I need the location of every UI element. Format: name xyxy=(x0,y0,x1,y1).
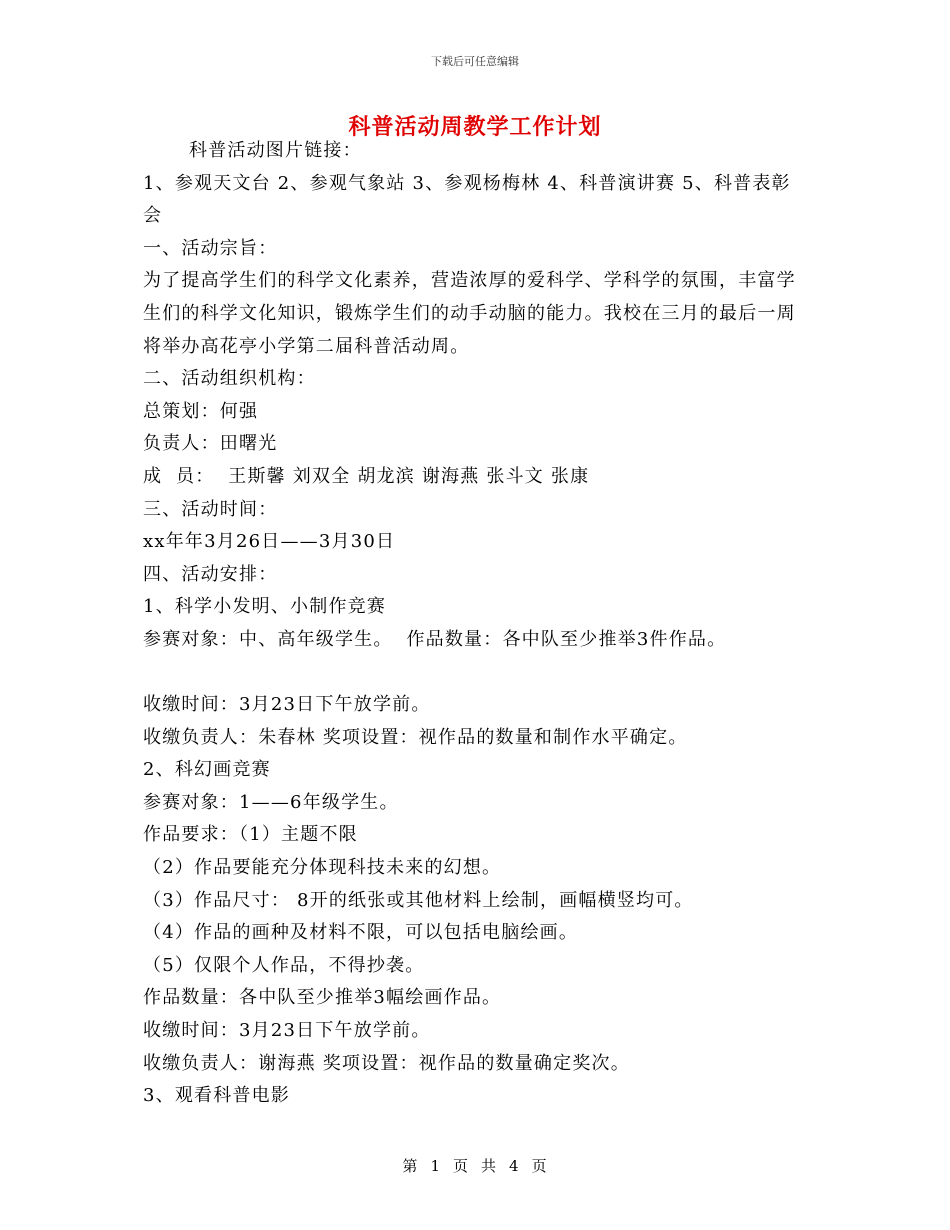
paragraph-line: 科普活动图片链接： xyxy=(189,140,362,161)
paragraph-line: 负责人：田曙光 xyxy=(143,433,278,455)
paragraph-line: 3、观看科普电影 xyxy=(143,1085,291,1107)
document-title: 科普活动周教学工作计划 xyxy=(348,114,602,140)
header-note: 下载后可任意编辑 xyxy=(431,55,519,68)
paragraph-line: 1、科学小发明、小制作竞赛 xyxy=(143,596,387,618)
footer-ye2: 页 xyxy=(531,1157,548,1175)
paragraph-line: 作品要求：（1）主题不限 xyxy=(143,824,358,846)
footer-gong: 共 xyxy=(481,1157,498,1175)
paragraph-line: 1、参观天文台 2、参观气象站 3、参观杨梅林 4、科普演讲赛 5、科普表彰会 xyxy=(143,172,791,227)
paragraph-line: （5）仅限个人作品，不得抄袭。 xyxy=(143,954,425,976)
paragraph-line: （3）作品尺寸： 8开的纸张或其他材料上绘制，画幅横竖均可。 xyxy=(143,889,694,911)
footer-total-pages: 4 xyxy=(509,1157,520,1175)
paragraph-line: 收缴负责人：朱春林 奖项设置：视作品的数量和制作水平确定。 xyxy=(143,726,688,748)
section-heading: 四、活动安排： xyxy=(143,563,278,585)
section-heading: 二、活动组织机构： xyxy=(143,368,316,390)
footer-page-number: 1 xyxy=(430,1157,441,1175)
paragraph-line: 收缴时间：3月23日下午放学前。 xyxy=(143,1020,431,1042)
section-heading: 一、活动宗旨： xyxy=(143,237,278,259)
paragraph-line: （4）作品的画种及材料不限，可以包括电脑绘画。 xyxy=(143,922,579,944)
section-heading: 三、活动时间： xyxy=(143,498,278,520)
paragraph-line: 为了提高学生们的科学文化素养，营造浓厚的爱科学、学科学的氛围，丰富学生们的科学文化知识，锻炼学生们的动手动脑的能力。我校在三月的最后一周将举办高花亭小学第二届科普活动周。 xyxy=(143,270,796,357)
paragraph-line: 参赛对象：中、高年级学生。 作品数量：各中队至少推举3件作品。 xyxy=(143,628,727,650)
paragraph-line: 作品数量：各中队至少推举3幅绘画作品。 xyxy=(143,987,502,1009)
paragraph-line: 收缴负责人：谢海燕 奖项设置：视作品的数量确定奖次。 xyxy=(143,1052,630,1074)
paragraph-line: 总策划：何强 xyxy=(143,400,259,422)
footer-di: 第 xyxy=(402,1157,419,1175)
paragraph-line: 成 员： 王斯馨 刘双全 胡龙滨 谢海燕 张斗文 张康 xyxy=(143,465,590,487)
paragraph-line: 2、科幻画竞赛 xyxy=(143,759,271,781)
paragraph-line: （2）作品要能充分体现科技未来的幻想。 xyxy=(143,857,502,879)
document-body xyxy=(143,135,808,1113)
page-footer xyxy=(0,1155,950,1176)
paragraph-line: 收缴时间：3月23日下午放学前。 xyxy=(143,694,431,716)
footer-ye: 页 xyxy=(452,1157,469,1175)
blank-line xyxy=(143,657,808,690)
paragraph-line: xx年年3月26日——3月30日 xyxy=(143,531,396,553)
paragraph-line: 参赛对象：1——6年级学生。 xyxy=(143,791,399,813)
